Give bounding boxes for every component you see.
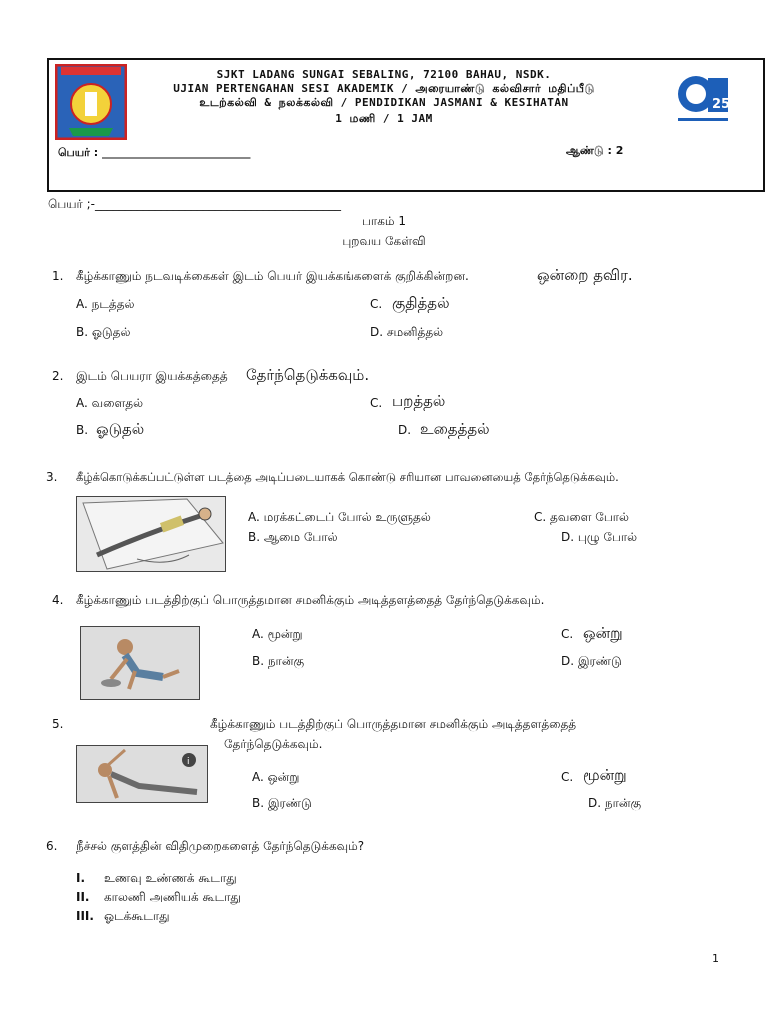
q2-option-c[interactable]: C.: [370, 396, 383, 410]
q6-item-roman: II.: [76, 890, 90, 904]
q1-option-b[interactable]: B. ஓடுதல்: [76, 325, 131, 339]
q4-option-c-text[interactable]: ஒன்று: [583, 624, 623, 642]
q2-option-a[interactable]: A. வளைதல்: [76, 396, 144, 410]
exam-title: UJIAN PERTENGAHAN SESI AKADEMIK / அரையாண்டு கல்விசார் மதிப்பீடு: [173, 82, 595, 95]
q5-figure-balance: [76, 745, 208, 803]
question-4-number: 4.: [52, 593, 64, 607]
subject-title: உடற்கல்வி & நலக்கல்வி / PENDIDIKAN JASMANI & KESIHATAN: [199, 96, 569, 109]
q6-item-text: ஓடக்கூடாது: [104, 909, 170, 923]
q3-option-b[interactable]: B. ஆமை போல்: [248, 530, 338, 544]
q2-option-c-text[interactable]: பறத்தல்: [392, 392, 446, 410]
q2-option-b[interactable]: B.: [76, 423, 89, 437]
q4-option-a[interactable]: A. மூன்று: [252, 627, 303, 641]
q1-option-c[interactable]: C.: [370, 297, 383, 311]
question-1-emphasis: ஒன்றை தவிர.: [537, 266, 633, 284]
section-title: பாகம் 1: [362, 214, 406, 228]
svg-text:25: 25: [712, 97, 731, 112]
q4-option-c[interactable]: C.: [561, 627, 574, 641]
q1-option-d[interactable]: D. சமனித்தல்: [370, 325, 444, 339]
q4-option-d[interactable]: D. இரண்டு: [561, 654, 622, 668]
exam-duration: 1 மணி / 1 JAM: [335, 112, 433, 125]
year-label: ஆண்டு : 2: [566, 144, 624, 157]
q1-option-a[interactable]: A. நடத்தல்: [76, 297, 135, 311]
question-5-text: கீழ்க்காணும் படத்திற்குப் பொருத்தமான சமனிக்கும் அடித்தளத்தைத்: [210, 717, 577, 731]
q3-figure-log-roll: [76, 496, 226, 572]
q3-option-d[interactable]: D. புழு போல்: [561, 530, 638, 544]
section-subtitle: புறவய கேள்வி: [342, 234, 426, 248]
question-6-text: நீச்சல் குளத்தின் விதிமுறைகளைத் தேர்ந்தெடுக்கவும்?: [76, 839, 365, 853]
question-2-number: 2.: [52, 369, 64, 383]
question-5-number: 5.: [52, 717, 64, 731]
question-1-text: கீழ்க்காணும் நடவடிக்கைகள் இடம் பெயர் இயக்கங்களைக் குறிக்கின்றன.: [76, 269, 469, 283]
q5-option-d[interactable]: D. நான்கு: [588, 796, 642, 810]
page-number: 1: [712, 952, 719, 965]
student-name-line[interactable]: பெயர் ;-_________________________________________: [48, 197, 342, 211]
q5-option-b[interactable]: B. இரண்டு: [252, 796, 312, 810]
header-name-label[interactable]: பெயர் : ___________________________: [58, 146, 251, 159]
q6-item-roman: III.: [76, 909, 94, 923]
question-6-number: 6.: [46, 839, 58, 853]
question-3-text: கீழ்க்கொடுக்கப்பட்டுள்ள படத்தை அடிப்படையாகக் கொண்டு சரியான பாவனையைத் தேர்ந்தெடுக்கவும்.: [76, 470, 619, 484]
school-name: SJKT LADANG SUNGAI SEBALING, 72100 BAHAU, NSDK.: [216, 68, 552, 81]
q4-option-b[interactable]: B. நான்கு: [252, 654, 305, 668]
q4-figure-balance: [80, 626, 200, 700]
q2-option-d-text[interactable]: உதைத்தல்: [420, 420, 490, 438]
q2-option-d[interactable]: D.: [398, 423, 412, 437]
question-5-text-cont: தேர்ந்தெடுக்கவும்.: [224, 737, 323, 751]
q6-item-text: காலணி அணியக் கூடாது: [104, 890, 241, 904]
question-4-text: கீழ்க்காணும் படத்திற்குப் பொருத்தமான சமனிக்கும் அடித்தளத்தைத் தேர்ந்தெடுக்கவும்.: [76, 593, 545, 607]
q6-item-roman: I.: [76, 871, 86, 885]
q5-option-c[interactable]: C.: [561, 770, 574, 784]
q3-option-a[interactable]: A. மரக்கட்டைப் போல் உருளுதல்: [248, 510, 431, 524]
question-2-emphasis: தேர்ந்தெடுக்கவும்.: [246, 366, 370, 384]
q3-option-c[interactable]: C. தவளை போல்: [534, 510, 629, 524]
q5-option-a[interactable]: A. ஒன்று: [252, 770, 300, 784]
q2-option-b-text[interactable]: ஓடுதல்: [96, 420, 145, 438]
q5-option-c-text[interactable]: மூன்று: [583, 766, 627, 784]
question-3-number: 3.: [46, 470, 58, 484]
q1-option-c-text[interactable]: குதித்தல்: [392, 294, 450, 312]
question-2-text: இடம் பெயரா இயக்கத்தைத்: [76, 369, 228, 383]
svg-text:i: i: [187, 757, 190, 767]
q6-item-text: உணவு உண்ணக் கூடாது: [104, 871, 237, 885]
question-1-number: 1.: [52, 269, 64, 283]
